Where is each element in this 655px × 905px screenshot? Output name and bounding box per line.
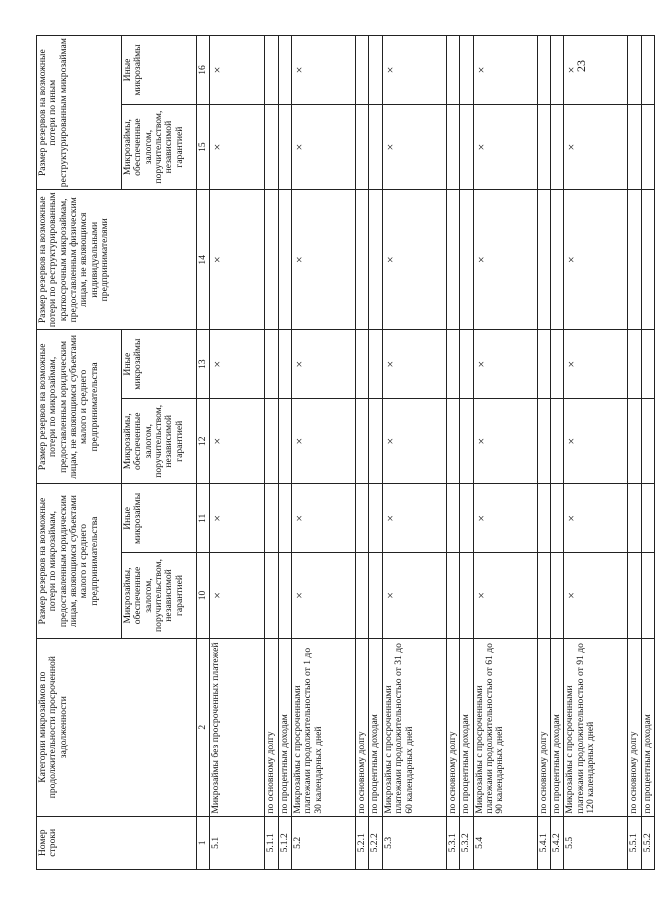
- row-category-label: по процентным доходам: [550, 638, 563, 816]
- row-value-cell: [550, 330, 563, 399]
- header-secured-1: Микрозаймы, обеспеченные залогом, поручительством, независимой гарантией: [122, 553, 197, 638]
- row-category-label: по основному долгу: [537, 638, 550, 816]
- row-number: 5.4: [473, 816, 537, 869]
- row-value-cell: [356, 330, 369, 399]
- row-value-cell: [641, 553, 654, 638]
- row-value-cell: [265, 104, 278, 189]
- page-number: 23: [574, 60, 588, 72]
- row-value-cell: ×: [382, 190, 446, 330]
- row-value-cell: [446, 330, 459, 399]
- row-value-cell: ×: [473, 399, 537, 484]
- row-value-cell: ×: [473, 190, 537, 330]
- row-value-cell: ×: [292, 104, 356, 189]
- row-value-cell: [537, 399, 550, 484]
- row-value-cell: ×: [210, 484, 265, 553]
- row-category-label: Микрозаймы с просроченными платежами продолжительностью от 31 до 60 календарных дней: [382, 638, 446, 816]
- row-value-cell: [369, 36, 382, 105]
- column-number: 10: [197, 553, 210, 638]
- column-number: 13: [197, 330, 210, 399]
- row-category-label: по основному долгу: [356, 638, 369, 816]
- row-value-cell: [265, 484, 278, 553]
- row-value-cell: ×: [382, 104, 446, 189]
- rotated-table-sheet: [36, 35, 653, 870]
- row-value-cell: ×: [564, 399, 628, 484]
- row-value-cell: [460, 399, 473, 484]
- header-category: Категории микрозаймов по продолжительности просроченной задолженности: [37, 638, 197, 816]
- row-value-cell: [537, 190, 550, 330]
- row-value-cell: [446, 190, 459, 330]
- table-row: [446, 36, 459, 870]
- row-value-cell: ×: [564, 190, 628, 330]
- column-number: 11: [197, 484, 210, 553]
- row-value-cell: [369, 399, 382, 484]
- row-value-cell: [550, 553, 563, 638]
- column-number: 14: [197, 190, 210, 330]
- row-value-cell: [278, 484, 291, 553]
- row-number: 5.3.1: [446, 816, 459, 869]
- header-other-1: Иные микрозаймы: [122, 484, 197, 553]
- row-value-cell: [628, 484, 641, 553]
- row-value-cell: [628, 104, 641, 189]
- row-value-cell: [641, 36, 654, 105]
- row-value-cell: [460, 553, 473, 638]
- row-number: 5.5.2: [641, 816, 654, 869]
- row-value-cell: [369, 484, 382, 553]
- table-row: [356, 36, 369, 870]
- header-group-small-business: Размер резервов на возможные потери по микрозаймам, предоставленным юридическим лицам, являющимся субъектами малого и среднего предпринимательства: [37, 484, 122, 638]
- table-row: [564, 36, 628, 870]
- row-value-cell: [446, 104, 459, 189]
- row-value-cell: [550, 104, 563, 189]
- row-value-cell: ×: [382, 553, 446, 638]
- row-value-cell: [460, 36, 473, 105]
- row-value-cell: ×: [473, 553, 537, 638]
- header-group-other-restructured: Размер резервов на возможные потери по иным реструктурированным микрозаймам: [37, 36, 122, 190]
- row-category-label: по основному долгу: [446, 638, 459, 816]
- row-value-cell: [460, 330, 473, 399]
- row-number: 5.4.2: [550, 816, 563, 869]
- row-value-cell: ×: [382, 484, 446, 553]
- row-value-cell: ×: [473, 104, 537, 189]
- row-number: 5.1: [210, 816, 265, 869]
- row-category-label: Микрозаймы с просроченными платежами продолжительностью от 61 до 90 календарных дней: [473, 638, 537, 816]
- row-value-cell: [265, 190, 278, 330]
- provisions-table: [36, 35, 655, 870]
- row-category-label: Микрозаймы без просроченных платежей: [210, 638, 265, 816]
- column-number: 16: [197, 36, 210, 105]
- row-value-cell: [550, 190, 563, 330]
- row-value-cell: ×: [210, 553, 265, 638]
- table-row: [210, 36, 265, 870]
- row-value-cell: ×: [564, 36, 628, 105]
- row-value-cell: [641, 104, 654, 189]
- row-value-cell: [628, 36, 641, 105]
- row-value-cell: [278, 399, 291, 484]
- row-value-cell: [278, 36, 291, 105]
- row-value-cell: [537, 553, 550, 638]
- row-number: 5.5.1: [628, 816, 641, 869]
- row-value-cell: [356, 190, 369, 330]
- row-value-cell: [278, 553, 291, 638]
- row-value-cell: [628, 399, 641, 484]
- row-number: 5.1.1: [265, 816, 278, 869]
- row-category-label: по основному долгу: [628, 638, 641, 816]
- row-value-cell: ×: [382, 399, 446, 484]
- row-value-cell: ×: [564, 330, 628, 399]
- table-row: [292, 36, 356, 870]
- row-value-cell: ×: [210, 330, 265, 399]
- row-value-cell: ×: [292, 190, 356, 330]
- row-value-cell: ×: [473, 330, 537, 399]
- row-number: 5.3: [382, 816, 446, 869]
- row-value-cell: ×: [210, 190, 265, 330]
- row-value-cell: [628, 190, 641, 330]
- row-number: 5.2.1: [356, 816, 369, 869]
- table-row: [628, 36, 641, 870]
- column-number: 15: [197, 104, 210, 189]
- row-value-cell: [369, 104, 382, 189]
- row-value-cell: ×: [473, 484, 537, 553]
- row-value-cell: [641, 399, 654, 484]
- column-number: 12: [197, 399, 210, 484]
- row-value-cell: [628, 553, 641, 638]
- row-number: 5.3.2: [460, 816, 473, 869]
- header-secured-2: Микрозаймы, обеспеченные залогом, поручительством, независимой гарантией: [122, 399, 197, 484]
- row-value-cell: ×: [382, 330, 446, 399]
- row-value-cell: ×: [210, 399, 265, 484]
- header-row-number: Номер строки: [37, 816, 197, 869]
- row-number: 5.2.2: [369, 816, 382, 869]
- row-value-cell: [641, 190, 654, 330]
- row-value-cell: ×: [292, 484, 356, 553]
- row-value-cell: [537, 330, 550, 399]
- row-value-cell: [446, 399, 459, 484]
- row-value-cell: [356, 399, 369, 484]
- table-row: [278, 36, 291, 870]
- row-value-cell: [550, 484, 563, 553]
- table-row: [265, 36, 278, 870]
- header-secured-3: Микрозаймы, обеспеченные залогом, поручительством, независимой гарантией: [122, 104, 197, 189]
- row-value-cell: [641, 330, 654, 399]
- table-row: [460, 36, 473, 870]
- table-row: [641, 36, 654, 870]
- row-number: 5.4.1: [537, 816, 550, 869]
- row-value-cell: ×: [210, 36, 265, 105]
- header-other-3: Иные микрозаймы: [122, 36, 197, 105]
- row-value-cell: [356, 484, 369, 553]
- row-value-cell: [356, 104, 369, 189]
- row-value-cell: [537, 104, 550, 189]
- row-number: 5.5: [564, 816, 628, 869]
- header-group-individuals: Размер резервов на возможные потери по реструктурированным краткосрочным микрозаймам, предоставленным физическим лицам, не являющимся индивидуальными предпринимателями: [37, 190, 197, 330]
- row-value-cell: [460, 484, 473, 553]
- row-value-cell: ×: [292, 553, 356, 638]
- row-value-cell: ×: [292, 330, 356, 399]
- row-number: 5.1.2: [278, 816, 291, 869]
- row-value-cell: [537, 36, 550, 105]
- column-number-row: [197, 36, 210, 870]
- row-number: 5.2: [292, 816, 356, 869]
- row-category-label: по процентным доходам: [369, 638, 382, 816]
- row-value-cell: ×: [382, 36, 446, 105]
- row-value-cell: [265, 330, 278, 399]
- row-value-cell: ×: [564, 553, 628, 638]
- column-number: 1: [197, 816, 210, 869]
- row-value-cell: ×: [292, 36, 356, 105]
- row-value-cell: ×: [564, 484, 628, 553]
- row-value-cell: [446, 553, 459, 638]
- row-category-label: Микрозаймы с просроченными платежами продолжительностью от 1 до 30 календарных дней: [292, 638, 356, 816]
- row-value-cell: ×: [210, 104, 265, 189]
- row-value-cell: [550, 36, 563, 105]
- row-value-cell: [278, 330, 291, 399]
- row-value-cell: [278, 104, 291, 189]
- table-row: [537, 36, 550, 870]
- row-value-cell: ×: [292, 399, 356, 484]
- row-value-cell: [628, 330, 641, 399]
- row-value-cell: [537, 484, 550, 553]
- header-other-2: Иные микрозаймы: [122, 330, 197, 399]
- row-value-cell: [265, 36, 278, 105]
- header-row-groups: [37, 36, 122, 870]
- header-group-not-small-business: Размер резервов на возможные потери по микрозаймам, предоставленным юридическим лицам, не являющимся субъектами малого и среднего предпринимательства: [37, 330, 122, 484]
- table-row: [473, 36, 537, 870]
- row-value-cell: [460, 190, 473, 330]
- row-value-cell: [369, 190, 382, 330]
- row-value-cell: [641, 484, 654, 553]
- row-category-label: по основному долгу: [265, 638, 278, 816]
- row-category-label: по процентным доходам: [460, 638, 473, 816]
- table-row: [369, 36, 382, 870]
- row-value-cell: [356, 553, 369, 638]
- row-value-cell: [446, 36, 459, 105]
- row-category-label: по процентным доходам: [641, 638, 654, 816]
- row-value-cell: [278, 190, 291, 330]
- row-value-cell: ×: [564, 104, 628, 189]
- row-value-cell: [460, 104, 473, 189]
- row-value-cell: [369, 553, 382, 638]
- row-value-cell: [265, 399, 278, 484]
- row-category-label: по процентным доходам: [278, 638, 291, 816]
- row-value-cell: ×: [473, 36, 537, 105]
- table-row: [550, 36, 563, 870]
- row-category-label: Микрозаймы с просроченными платежами продолжительностью от 91 до 120 календарных дней: [564, 638, 628, 816]
- row-value-cell: [356, 36, 369, 105]
- row-value-cell: [550, 399, 563, 484]
- row-value-cell: [446, 484, 459, 553]
- column-number: 2: [197, 638, 210, 816]
- row-value-cell: [265, 553, 278, 638]
- table-row: [382, 36, 446, 870]
- row-value-cell: [369, 330, 382, 399]
